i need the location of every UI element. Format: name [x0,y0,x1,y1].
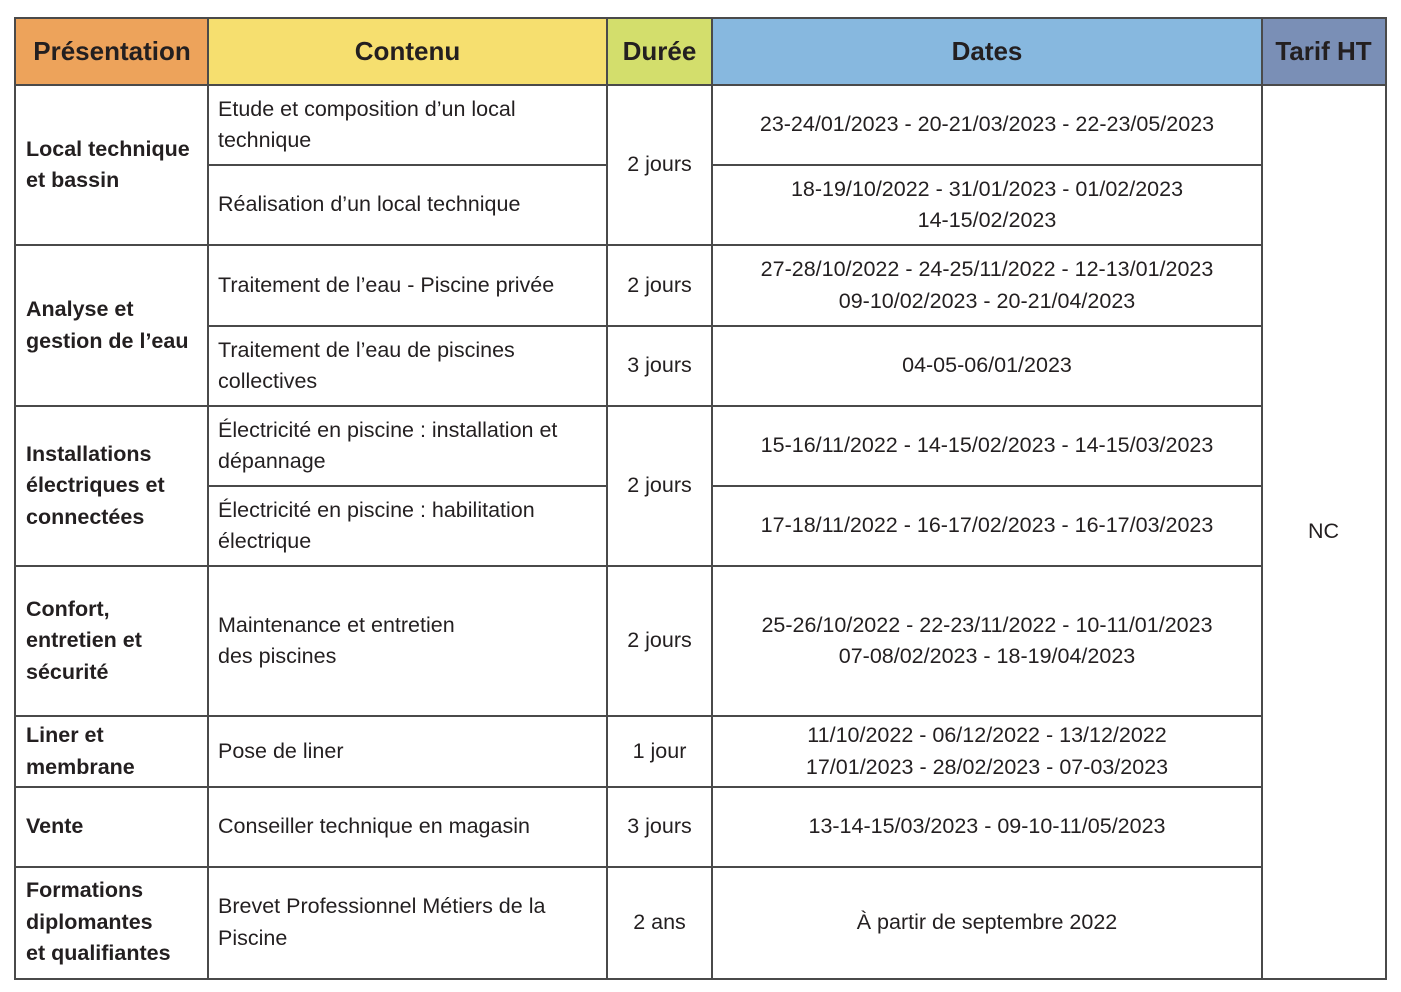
column-divider [711,19,713,978]
dates-line: 23-24/01/2023 - 20-21/03/2023 - 22-23/05/2023 [759,112,1215,137]
tarif-value: NC [1307,518,1340,543]
contenu-line: Brevet Professionnel Métiers de la [218,894,546,918]
duree-cell [607,245,712,326]
contenu-line: Etude et composition d’un local [218,96,516,121]
dates-cell [712,245,1262,326]
contenu-cell [208,326,607,406]
subrow-divider [208,485,607,487]
duree-cell [607,406,712,566]
presentation-cell [16,245,208,406]
duree-cell [607,787,712,867]
subrow-divider [208,325,1262,327]
duree-value: 2 jours [627,152,692,177]
dates-line: 18-19/10/2022 - 31/01/2023 - 01/02/2023 [790,176,1184,201]
contenu-line: collectives [218,369,318,393]
contenu-line: Traitement de l’eau - Piscine privée [218,272,555,297]
header-tarif-label: Tarif HT [1275,36,1372,67]
presentation-line: Vente [26,814,84,839]
dates-cell [712,85,1262,165]
presentation-cell [16,406,208,566]
contenu-cell [208,787,607,867]
dates-line: À partir de septembre 2022 [856,909,1118,934]
dates-line: 09-10/02/2023 - 20-21/04/2023 [838,288,1136,313]
contenu-cell [208,406,607,486]
dates-line: 17-18/11/2022 - 16-17/02/2023 - 16-17/03/2023 [760,513,1214,538]
dates-line: 17/01/2023 - 28/02/2023 - 07-03/2023 [805,754,1169,779]
contenu-line: dépannage [218,449,326,473]
row-divider [16,405,1262,407]
contenu-line: électrique [218,529,312,553]
header-duree-label: Durée [622,36,697,67]
column-divider [207,19,209,978]
presentation-cell [16,85,208,245]
duree-value: 2 jours [627,272,692,297]
dates-cell [712,787,1262,867]
presentation-line: Liner et [26,723,104,747]
column-divider [1261,19,1263,978]
duree-value: 2 ans [633,909,686,934]
header-contenu [208,19,607,85]
dates-cell [712,406,1262,486]
dates-line: 25-26/10/2022 - 22-23/11/2022 - 10-11/01/2023 [761,612,1213,637]
dates-line: 13-14-15/03/2023 - 09-10-11/05/2023 [808,814,1166,839]
header-dates [712,19,1262,85]
dates-cell [712,486,1262,566]
duree-value: 3 jours [627,814,692,839]
dates-cell [712,566,1262,716]
presentation-line: Analyse et [26,297,134,321]
presentation-cell [16,787,208,867]
dates-line: 04-05-06/01/2023 [902,353,1072,378]
dates-cell [712,867,1262,978]
presentation-cell [16,566,208,716]
duree-cell [607,85,712,245]
formations-table [14,17,1387,980]
contenu-line: Pose de liner [218,738,344,763]
header-presentation [16,19,208,85]
contenu-line: Réalisation d’un local technique [218,192,521,217]
contenu-line: technique [218,128,312,152]
dates-line: 11/10/2022 - 06/12/2022 - 13/12/2022 [807,723,1167,747]
contenu-line: Piscine [218,925,288,950]
row-divider [16,715,1262,717]
presentation-line: entretien et [26,628,142,653]
contenu-line: Traitement de l’eau de piscines [218,337,515,362]
header-tarif [1262,19,1385,85]
presentation-line: Formations [26,878,144,903]
presentation-line: électriques et [26,473,165,498]
presentation-line: et qualifiantes [26,941,171,966]
duree-value: 2 jours [627,473,692,498]
contenu-line: des piscines [218,644,337,668]
row-divider [16,786,1262,788]
duree-cell [607,867,712,978]
presentation-line: membrane [26,754,135,779]
tarif-cell [1262,85,1385,978]
dates-line: 27-28/10/2022 - 24-25/11/2022 - 12-13/01/2023 [760,257,1214,281]
dates-line: 15-16/11/2022 - 14-15/02/2023 - 14-15/03/2023 [760,433,1214,458]
presentation-line: Installations [26,441,152,466]
contenu-cell [208,566,607,716]
presentation-line: et bassin [26,168,120,192]
header-duree [607,19,712,85]
presentation-line: gestion de l’eau [26,328,189,353]
contenu-line: Électricité en piscine : installation et [218,417,558,442]
presentation-line: Confort, [26,596,110,621]
presentation-line: diplomantes [26,909,153,934]
subrow-divider [712,164,1262,166]
header-presentation-label: Présentation [33,36,191,67]
contenu-line: Maintenance et entretien [218,612,455,637]
duree-cell [607,326,712,406]
dates-cell [712,716,1262,787]
presentation-line: Local technique [26,136,190,161]
dates-line: 14-15/02/2023 [917,208,1057,232]
row-divider [16,244,1262,246]
duree-value: 1 jour [632,738,687,763]
contenu-cell [208,486,607,566]
contenu-cell [208,716,607,787]
contenu-cell [208,85,607,165]
presentation-line: sécurité [26,659,109,684]
header-dates-label: Dates [951,36,1023,67]
presentation-line: connectées [26,504,145,529]
dates-cell [712,326,1262,406]
row-divider [16,866,1262,868]
row-divider [16,565,1262,567]
duree-value: 2 jours [627,628,692,653]
dates-line: 07-08/02/2023 - 18-19/04/2023 [838,644,1136,668]
duree-value: 3 jours [627,353,692,378]
subrow-divider [712,485,1262,487]
contenu-line: Électricité en piscine : habilitation [218,497,535,522]
presentation-cell [16,867,208,978]
duree-cell [607,566,712,716]
duree-cell [607,716,712,787]
header-divider [16,84,1385,86]
contenu-cell [208,867,607,978]
column-divider [606,19,608,978]
contenu-cell [208,245,607,326]
presentation-cell [16,716,208,787]
subrow-divider [208,164,607,166]
dates-cell [712,165,1262,245]
contenu-line: Conseiller technique en magasin [218,814,530,839]
header-contenu-label: Contenu [354,36,461,67]
contenu-cell [208,165,607,245]
